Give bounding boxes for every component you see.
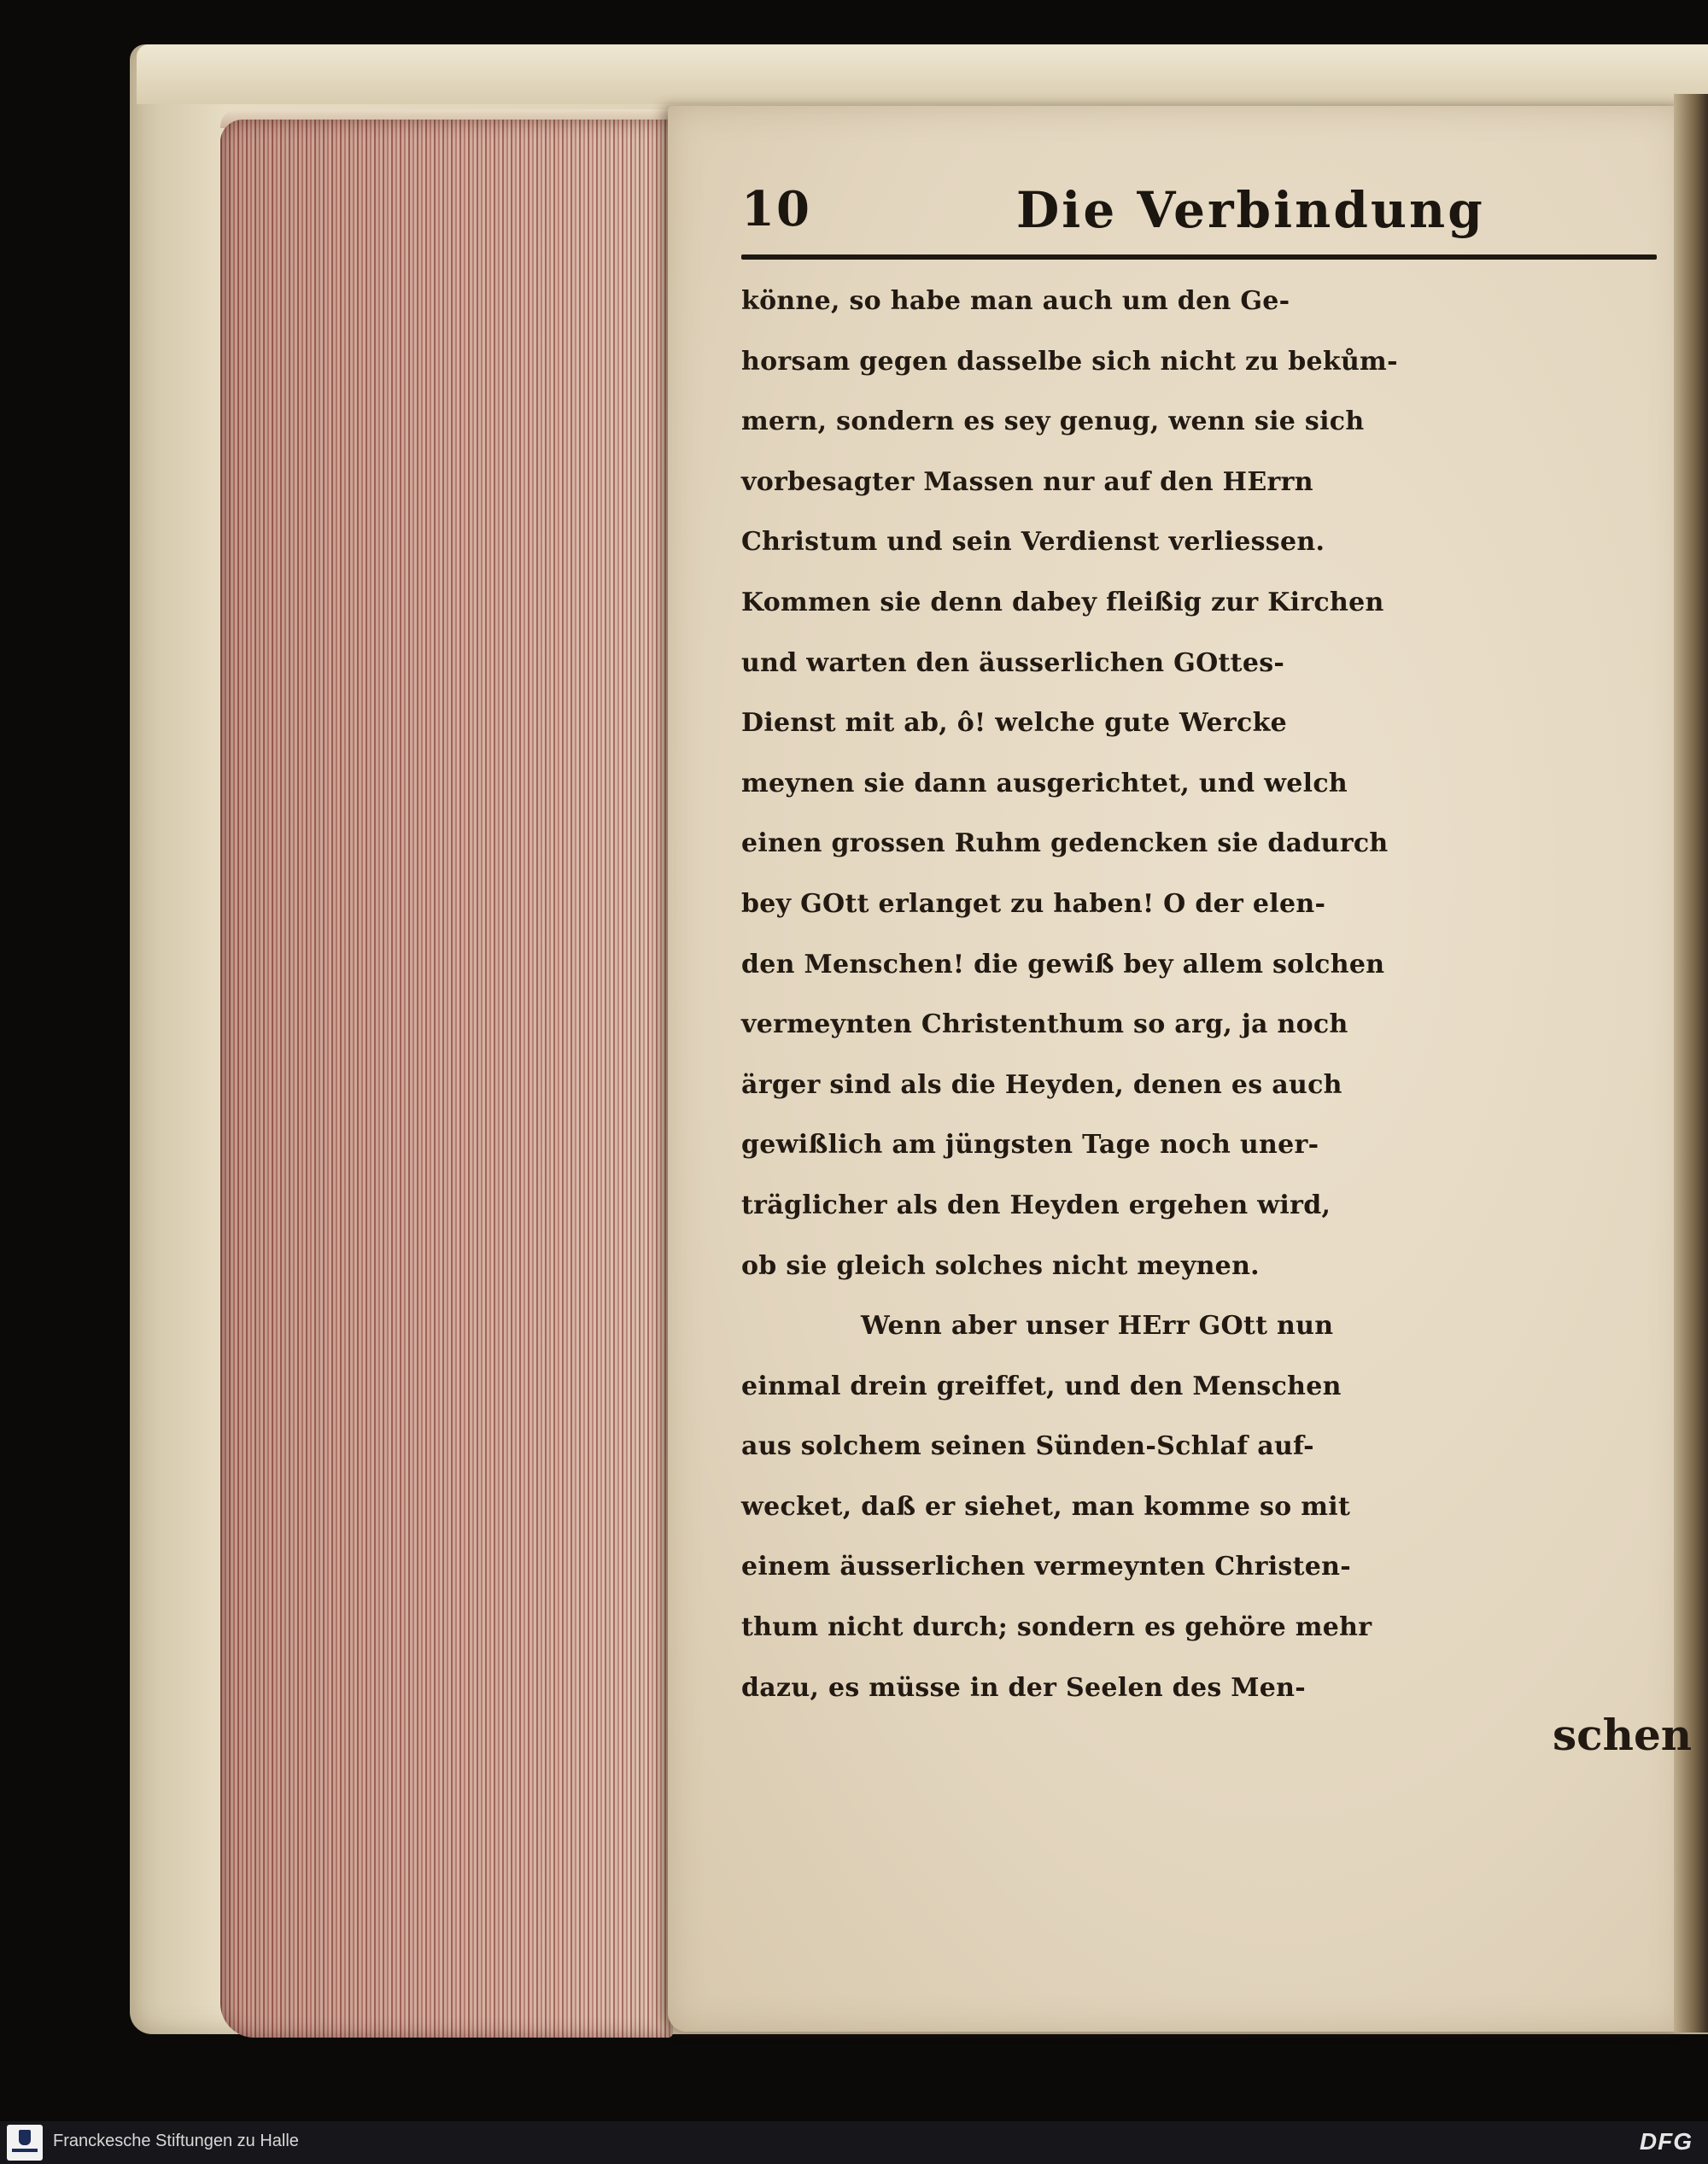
text-line: könne, so habe man auch um den Ge-: [741, 286, 1290, 316]
text-line: dazu, es müsse in der Seelen des Men-: [741, 1672, 1307, 1703]
dfg-logo: DFG: [1639, 2128, 1693, 2155]
text-line: einem äusserlichen vermeynten Christen-: [741, 1552, 1351, 1582]
text-line: und warten den äusserlichen GOttes-: [741, 647, 1285, 678]
institution-name: Franckesche Stiftungen zu Halle: [53, 2132, 299, 2150]
text-line: vermeynten Christenthum so arg, ja noch: [741, 1009, 1348, 1040]
text-line: den Menschen! die gewiß bey allem solchen: [741, 949, 1385, 980]
text-line: mern, sondern es sey genug, wenn sie sich: [741, 406, 1365, 437]
text-line: meynen sie dann ausgerichtet, und welch: [741, 768, 1348, 798]
running-head: [741, 181, 1664, 249]
text-line: Kommen sie denn dabey fleißig zur Kirchen: [741, 587, 1384, 617]
viewer-footer: [0, 2121, 1708, 2164]
header-title: Die Verbindung: [1016, 181, 1485, 239]
institution-logo-icon: [7, 2125, 43, 2161]
text-line: bey GOtt erlanget zu haben! O der elen-: [741, 888, 1326, 919]
text-line: ärger sind als die Heyden, denen es auch: [741, 1069, 1342, 1100]
text-line: vorbesagter Massen nur auf den HErrn: [741, 466, 1313, 497]
page-block-fore-edge: [220, 120, 673, 2038]
text-line: wecket, daß er siehet, man komme so mit: [741, 1491, 1351, 1522]
text-line: horsam gegen dasselbe sich nicht zu bekům-: [741, 346, 1398, 377]
text-line: einen grossen Ruhm gedencken sie dadurch: [741, 828, 1389, 859]
text-line: gewißlich am jüngsten Tage noch uner-: [741, 1130, 1319, 1161]
header-rule: [741, 254, 1657, 260]
page-number: 10: [741, 181, 811, 237]
text-line: ob sie gleich solches nicht meynen.: [741, 1250, 1260, 1281]
text-line: träglicher als den Heyden ergehen wird,: [741, 1190, 1331, 1220]
body-text: [741, 272, 1672, 1718]
text-line: Dienst mit ab, ô! welche gute Wercke: [741, 708, 1288, 739]
text-line: Christum und sein Verdienst verliessen.: [741, 527, 1325, 558]
catchword: schen: [1553, 1710, 1693, 1760]
text-line: aus solchem seinen Sünden-Schlaf auf-: [741, 1431, 1314, 1462]
text-line: einmal drein greiffet, und den Menschen: [741, 1371, 1342, 1401]
paragraph-start-line: Wenn aber unser HErr GOtt nun: [861, 1311, 1334, 1342]
cover-top-edge: [137, 44, 1708, 104]
text-line: thum nicht durch; sondern es gehöre mehr: [741, 1612, 1372, 1643]
